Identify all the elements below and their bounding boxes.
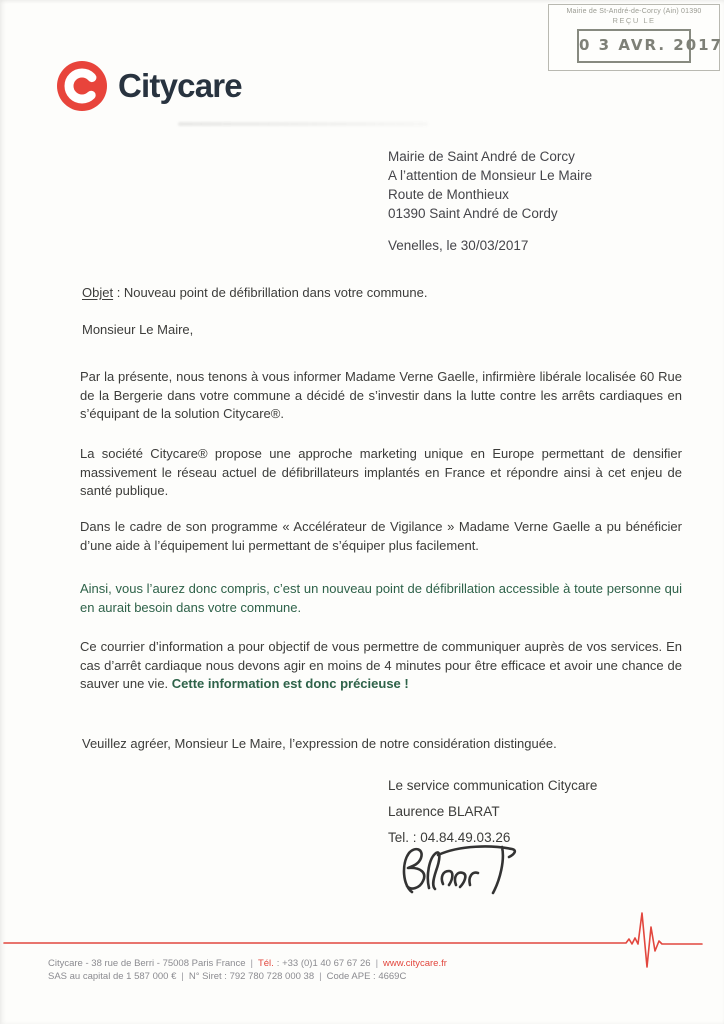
salutation: Monsieur Le Maire, (82, 322, 194, 337)
signature-line: Le service communication Citycare (388, 778, 598, 793)
stamp-date-box (577, 29, 724, 63)
recipient-line: A l’attention de Monsieur Le Maire (388, 168, 593, 183)
footer-tel-value: : +33 (0)1 40 67 67 26 (276, 958, 371, 969)
paragraph-2: La société Citycare® propose une approche marketing unique en Europe permettant de densifier massivement le réseau actuel de défibrillateurs implantés en France et répondre ainsi à cet enjeu de santé publique. (80, 446, 682, 498)
received-stamp (548, 4, 724, 71)
citycare-wordmark: Citycare (118, 67, 242, 104)
footer-website: www.citycare.fr (383, 958, 447, 969)
footer-separator: | (181, 970, 184, 982)
citycare-logo (56, 60, 242, 112)
stamp-received-label: REÇU LE (612, 16, 656, 25)
footer-separator: | (319, 970, 322, 982)
subject-text: : Nouveau point de défibrillation dans votre commune. (113, 285, 428, 300)
footer-line-1 (48, 958, 447, 971)
footer-line-2 (48, 971, 447, 984)
paragraph-3: Dans le cadre de son programme « Accélérateur de Vigilance » Madame Verne Gaelle a pu bénéficier d’une aide à l’équipement lui permettant de s’équiper plus facilement. (80, 519, 682, 553)
recipient-block (388, 147, 592, 223)
citycare-c-icon (56, 60, 108, 112)
subject-line (82, 285, 427, 300)
footer-separator: | (250, 958, 253, 969)
subject-label: Objet (82, 285, 114, 300)
paragraph-5 (80, 638, 682, 694)
footer-ape-code: Code APE : 4669C (326, 970, 407, 982)
recipient-line: Mairie de Saint André de Corcy (388, 149, 575, 164)
signature-line: Tel. : 04.84.49.03.26 (388, 830, 511, 845)
scan-smudge (178, 122, 428, 126)
stamp-town-line: Mairie de St-André-de-Corcy (Ain) 01390 (566, 8, 702, 15)
stamp-date: 0 3 AVR. 2017 (579, 36, 724, 54)
paragraph-4-green: Ainsi, vous l’aurez donc compris, c’est un nouveau point de défibrillation accessible à toute personne qui en aurait besoin dans votre commune. (80, 581, 682, 615)
signature-line: Laurence BLARAT (388, 804, 500, 819)
paragraph-5-text: Ce courrier d’information a pour objectif de vous permettre de communiquer auprès de vos services. En cas d’arrêt cardiaque nous devons agir en moins de 4 minutes pour être efficace et avoir une chance de sauver une vie. (80, 639, 682, 691)
footer-tel-label: Tél. (257, 958, 274, 969)
paragraph-1: Par la présente, nous tenons à vous informer Madame Verne Gaelle, infirmière libérale localisée 60 Rue de la Bergerie dans votre commune a décidé de s’investir dans la lutte contre les arrêts cardiaques en s’équipant de la solution Citycare®. (80, 369, 682, 421)
recipient-line: Route de Monthieux (388, 187, 509, 202)
closing-line: Veuillez agréer, Monsieur Le Maire, l’expression de notre considération distinguée. (82, 736, 557, 751)
footer-separator: | (375, 958, 379, 969)
recipient-line: 01390 Saint André de Cordy (388, 206, 558, 221)
footer (48, 958, 447, 983)
footer-capital: SAS au capital de 1 587 000 € (48, 970, 177, 982)
paragraph-5-highlight: Cette information est donc précieuse ! (171, 676, 409, 691)
footer-siret: N° Siret : 792 780 728 000 38 (188, 970, 315, 982)
footer-address: Citycare - 38 rue de Berri - 75008 Paris France (48, 958, 246, 969)
place-date-line: Venelles, le 30/03/2017 (388, 238, 529, 253)
handwritten-signature (396, 840, 526, 902)
